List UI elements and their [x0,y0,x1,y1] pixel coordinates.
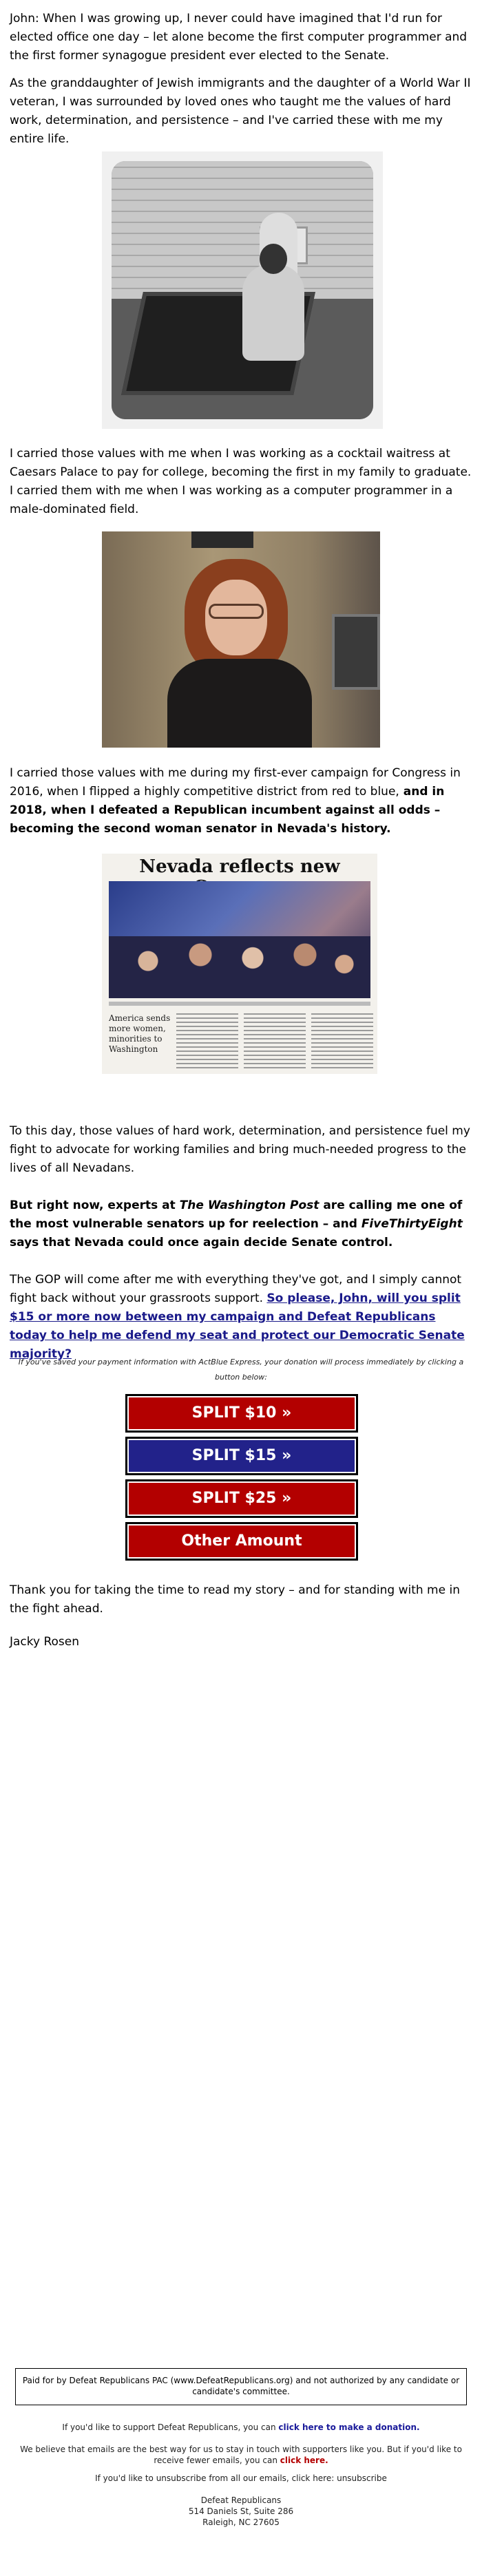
family-photo [102,151,383,429]
fivethirtyeight-text: FiveThirtyEight [361,1217,463,1231]
paragraph-intro: John: When I was growing up, I never could have imagined that I'd run for elected office one day – let alone become the first computer programmer and the first former synagogue president ever elected to the Senate. [10,12,468,63]
campaign-text: I carried those values with me during my first-ever campaign for Congress in 2016, when I flipped a highly competitive district from red to blue, [10,766,461,799]
paragraph-work: I carried those values with me when I was working as a cocktail waitress at Caesars Palace to pay for college, becoming the first in my family to graduate. I carried them with me when I was working as a computer programmer in a male-dominated field. [10,447,472,516]
fewer-emails-link[interactable]: click here. [280,2456,328,2465]
newspaper-headline: Nevada reflects new [139,856,340,877]
org-address-2: Raleigh, NC 27605 [202,2517,280,2527]
newspaper-subhead: America sends more women, minorities to Washington [109,1013,171,1054]
org-name: Defeat Republicans [200,2495,282,2505]
fewer-emails-line: We believe that emails are the best way for us to stay in touch with supporters like you. But if you'd like to receive fewer emails, you can click here. [20,2445,462,2465]
paragraph-thanks: Thank you for taking the time to read my story – and for standing with me in the fight ahead. [10,1583,460,1616]
paid-for-disclaimer: Paid for by Defeat Republicans PAC (www.DefeatRepublicans.org) and not authorized by any candidate or candidate's committee. [15,2368,467,2405]
newspaper-clipping [102,854,377,1074]
org-address-1: 514 Daniels St, Suite 286 [188,2506,294,2516]
actblue-note: If you've saved your payment information with ActBlue Express, your donation will process immediately by clicking a button below: [18,1358,464,1382]
paragraph-experts: But right now, experts at The Washington Post are calling me one of the most vulnerable senators up for reelection – and FiveThirtyEight says that Nevada could once again decide Senate control. [10,1199,463,1249]
paragraph-heritage: As the granddaughter of Jewish immigrants and the daughter of a World War II veteran, I was surrounded by loved ones who taught me the values of hard work, determination, and persistence – and I've carried these with me my entire life. [10,76,471,146]
split-10-button[interactable]: SPLIT $10 » [127,1395,357,1431]
paragraph-values: To this day, those values of hard work, determination, and persistence fuel my fight to advocate for working families and bring much-needed progress to the lives of all Nevadans. [10,1124,470,1175]
unsubscribe-line[interactable]: If you'd like to unsubscribe from all our emails, click here: unsubscribe [95,2473,387,2483]
paragraph-campaign [10,764,472,838]
split-donation-link[interactable]: So please, John, will you split $15 or more now between my campaign and Defeat Republicans today to help me defend my seat and protect our Democratic Senate majority? [10,1291,465,1361]
support-line: If you'd like to support Defeat Republicans, you can click here to make a donation. [62,2422,420,2432]
washington-post-text: The Washington Post [179,1199,319,1212]
paragraph-ask: The GOP will come after me with everything they've got, and I simply cannot fight back without your grassroots support. So please, John, will you split $15 or more now between my campaign and Defeat Republicans today to help me defend my seat and protect our Democratic Senate majority? [10,1273,465,1361]
split-15-button[interactable]: SPLIT $15 » [127,1438,357,1474]
split-25-button[interactable]: SPLIT $25 » [127,1481,357,1517]
donate-link[interactable]: click here to make a donation. [278,2422,420,2432]
campaign-bold-text: and in 2018, when I defeated a Republican incumbent against all odds – becoming the second woman senator in Nevada's history. [10,785,445,836]
portrait-photo [102,531,380,748]
signature: Jacky Rosen [10,1635,80,1649]
other-amount-button[interactable]: Other Amount [127,1523,357,1559]
